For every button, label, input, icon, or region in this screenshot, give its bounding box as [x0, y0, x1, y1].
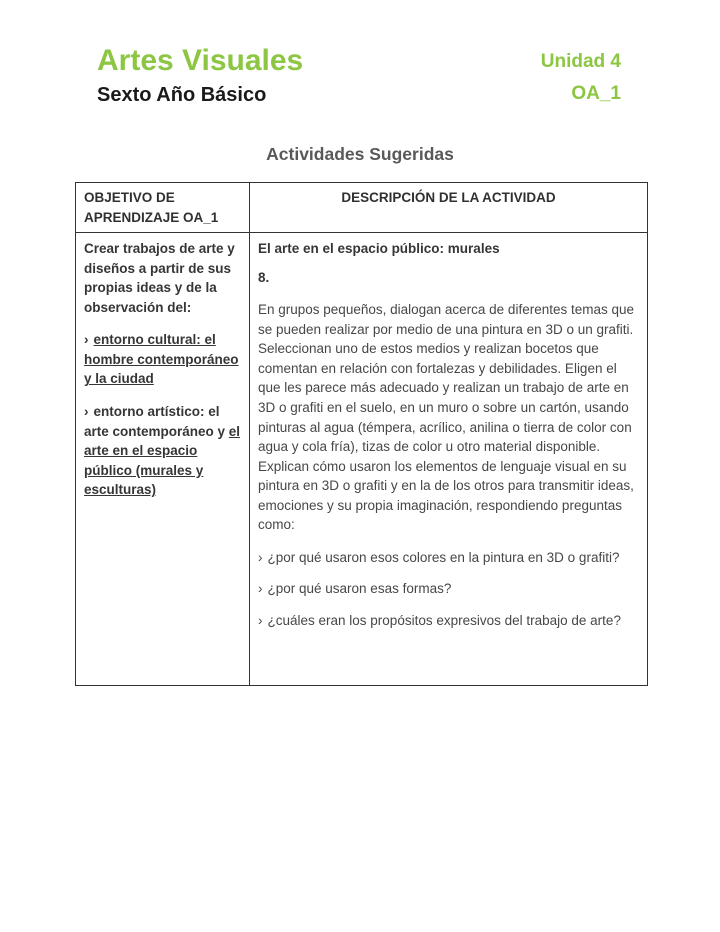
grade-subtitle: Sexto Año Básico	[97, 84, 267, 106]
column-header-objective: OBJETIVO DE APRENDIZAJE OA_1	[76, 183, 250, 233]
course-title: Artes Visuales	[97, 44, 304, 77]
activity-table	[75, 182, 648, 686]
activity-question	[258, 611, 639, 631]
bullet-marker: ›	[258, 613, 263, 628]
activity-question-text: ¿por qué usaron esos colores en la pintura en 3D o grafiti?	[267, 549, 620, 565]
document-header	[97, 44, 621, 107]
bullet-marker: ›	[84, 403, 89, 419]
bullet-marker: ›	[258, 581, 263, 597]
activity-question	[258, 579, 639, 599]
objective-cell	[76, 233, 250, 685]
objective-bullet-underlined-text: entorno cultural: el hombre contemporáneo y la ciudad	[84, 332, 239, 387]
activity-cell	[250, 233, 647, 685]
activity-question-text: ¿cuáles eran los propósitos expresivos del trabajo de arte?	[267, 613, 621, 628]
header-right-block	[541, 44, 621, 105]
objective-bullet-plain-text: entorno artístico: el arte contemporáneo y	[84, 403, 229, 439]
activity-body-paragraph: En grupos pequeños, dialogan acerca de diferentes temas que se pueden realizar por medio de una pintura en 3D o un grafiti. Seleccionan uno de estos medios y realizan bocetos que comentan en relación con fortalezas y debilidades. Eligen el que les parece más adecuado y realizan un trabajo de arte en 3D o grafiti en el suelo, en un muro o sobre un cartón, usando pinturas al agua (témpera, acrílico, anilina o tierra de color con agua y cola fría), tizas de color u otro material disponible. Explican cómo usaron los elementos de lenguaje visual en su pintura en 3D o grafiti y en la de los otros para transmitir ideas, emociones y su propia imaginación, respondiendo preguntas como:	[258, 302, 635, 533]
activity-number: 8.	[258, 269, 270, 285]
activity-question-text: ¿por qué usaron esas formas?	[267, 581, 452, 597]
objective-bullet-underlined-text: el arte en el espacio público (murales y esculturas)	[84, 423, 241, 498]
unit-label: Unidad 4	[540, 51, 621, 72]
activity-title: El arte en el espacio público: murales	[258, 241, 500, 256]
objective-intro: Crear trabajos de arte y diseños a partir de sus propias ideas y de la observación del:	[84, 241, 235, 315]
bullet-marker: ›	[258, 549, 263, 565]
oa-code-label: OA_1	[571, 82, 621, 104]
activity-question	[258, 548, 639, 568]
bullet-marker: ›	[84, 332, 89, 348]
header-left-block	[97, 44, 303, 107]
column-header-description: DESCRIPCIÓN DE LA ACTIVIDAD	[250, 183, 647, 233]
objective-bullet	[84, 330, 241, 389]
objective-bullet	[84, 402, 241, 500]
section-title: Actividades Sugeridas	[266, 144, 454, 164]
